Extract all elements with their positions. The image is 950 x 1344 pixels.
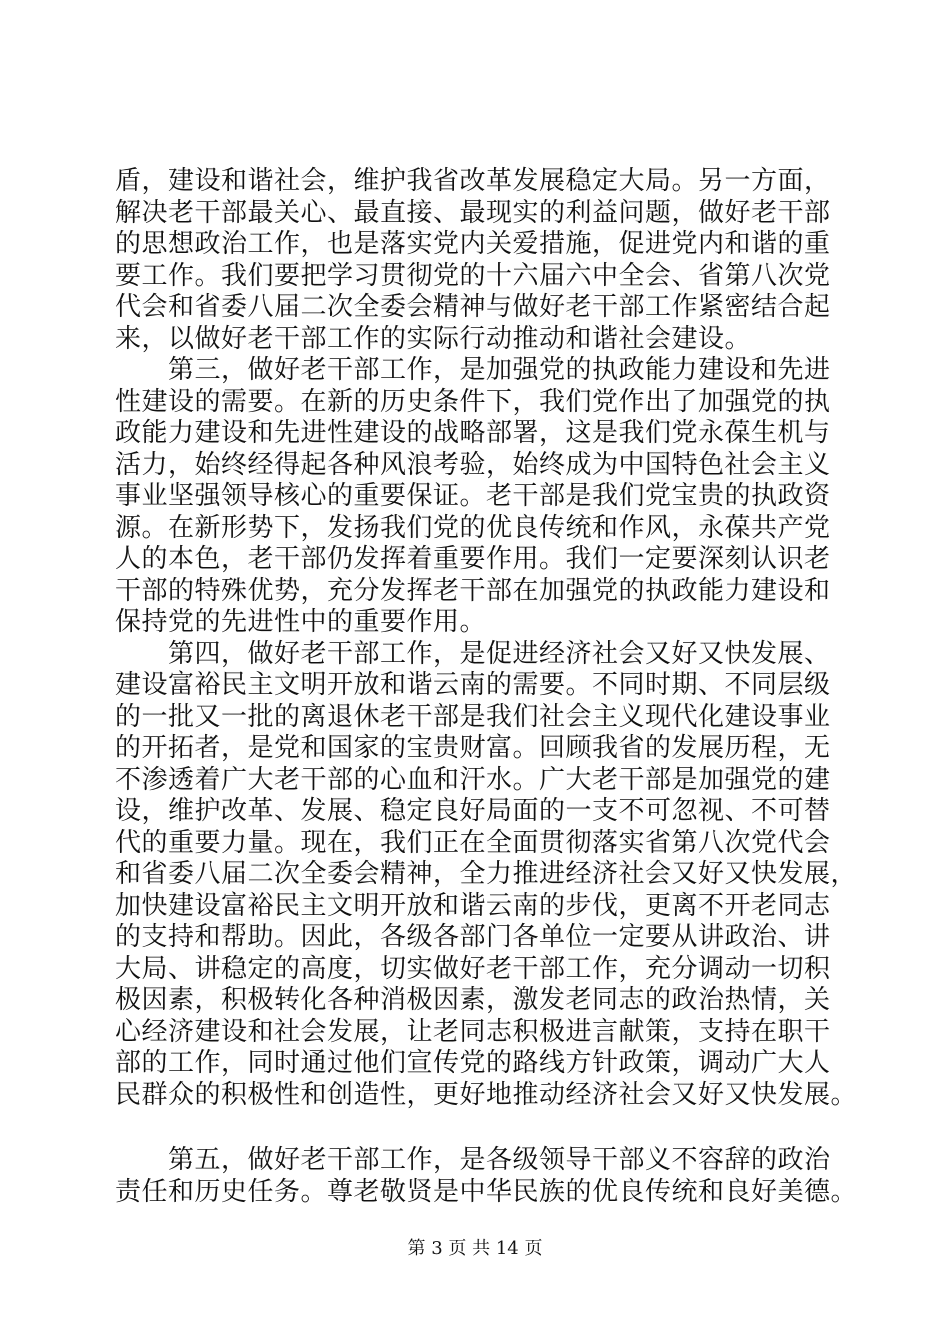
text-line: 来，以做好老干部工作的实际行动推动和谐社会建设。 — [115, 323, 752, 354]
text-line: 极因素，积极转化各种消极因素，激发老同志的政治热情，关 — [115, 985, 831, 1015]
text-line: 不渗透着广大老干部的心血和汗水。广大老干部是加强党的建 — [115, 764, 831, 795]
text-line: 部的工作，同时通过他们宣传党的路线方针政策，调动广大人 — [115, 1048, 831, 1078]
text-line: 建设富裕民主文明开放和谐云南的需要。不同时期、不同层级 — [115, 670, 831, 700]
text-line: 心经济建设和社会发展，让老同志积极进言献策，支持在职干 — [115, 1016, 831, 1047]
text-line: 第三，做好老干部工作，是加强党的执政能力建设和先进 — [115, 355, 831, 385]
text-line: 的思想政治工作，也是落实党内关爱措施，促进党内和谐的重 — [115, 229, 831, 259]
text-line: 加快建设富裕民主文明开放和谐云南的步伐，更离不开老同志 — [115, 890, 831, 921]
text-line: 第五，做好老干部工作，是各级领导干部义不容辞的政治 — [115, 1145, 831, 1175]
text-line: 代会和省委八届二次全委会精神与做好老干部工作紧密结合起 — [115, 292, 831, 322]
text-line: 大局、讲稳定的高度，切实做好老干部工作，充分调动一切积 — [115, 953, 831, 984]
text-line: 政能力建设和先进性建设的战略部署，这是我们党永葆生机与 — [115, 418, 831, 448]
text-line: 保持党的先进性中的重要作用。 — [115, 607, 487, 637]
text-line: 活力，始终经得起各种风浪考验，始终成为中国特色社会主义 — [115, 449, 831, 480]
text-line: 解决老干部最关心、最直接、最现实的利益问题，做好老干部 — [115, 197, 831, 228]
text-line: 要工作。我们要把学习贯彻党的十六届六中全会、省第八次党 — [115, 260, 831, 291]
text-line: 的一批又一批的离退休老干部是我们社会主义现代化建设事业 — [115, 701, 831, 732]
text-line: 代的重要力量。现在，我们正在全面贯彻落实省第八次党代会 — [115, 827, 831, 858]
text-line: 设，维护改革、发展、稳定良好局面的一支不可忽视、不可替 — [115, 796, 831, 826]
text-line: 的支持和帮助。因此，各级各部门各单位一定要从讲政治、讲 — [115, 922, 831, 952]
text-line: 的开拓者，是党和国家的宝贵财富。回顾我省的发展历程，无 — [115, 733, 831, 763]
text-line: 责任和历史任务。尊老敬贤是中华民族的优良传统和良好美德。 — [115, 1176, 858, 1207]
text-line: 事业坚强领导核心的重要保证。老干部是我们党宝贵的执政资 — [115, 481, 831, 511]
text-line: 干部的特殊优势，充分发挥老干部在加强党的执政能力建设和 — [115, 575, 831, 606]
page-number-footer: 第 3 页 共 14 页 — [407, 1238, 543, 1259]
text-line: 第四，做好老干部工作，是促进经济社会又好又快发展、 — [115, 638, 831, 669]
text-line: 性建设的需要。在新的历史条件下，我们党作出了加强党的执 — [115, 386, 831, 417]
text-line: 人的本色，老干部仍发挥着重要作用。我们一定要深刻认识老 — [115, 544, 831, 574]
text-line: 民群众的积极性和创造性，更好地推动经济社会又好又快发展。 — [115, 1079, 858, 1110]
text-line: 和省委八届二次全委会精神，全力推进经济社会又好又快发展， — [115, 859, 858, 889]
text-line: 盾，建设和谐社会，维护我省改革发展稳定大局。另一方面， — [115, 166, 831, 196]
text-line: 源。在新形势下，发扬我们党的优良传统和作风，永葆共产党 — [115, 512, 831, 543]
